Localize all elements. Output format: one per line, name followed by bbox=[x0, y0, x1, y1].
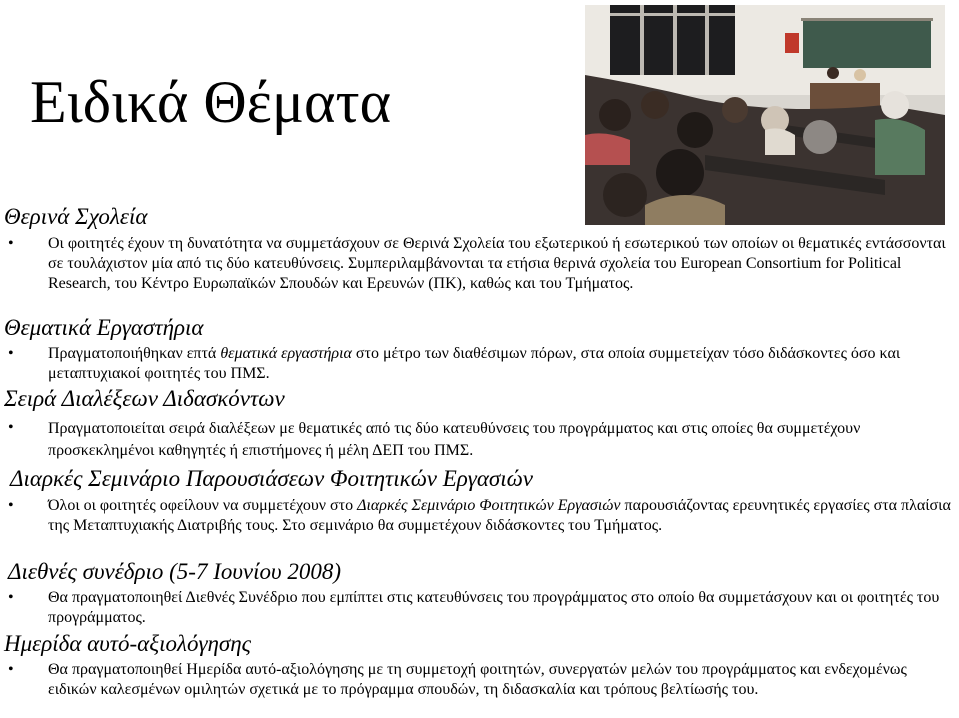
section-text-summer-schools: Οι φοιτητές έχουν τη δυνατότητα να συμμετάσχουν σε Θερινά Σχολεία του εξωτερικού ή εσωτερικού των οποίων οι θεματικές εντάσσονται σε τουλάχιστον μία από τις δύο κατευθύνσεις. Συμπεριλαμβάνονται τα ετήσια θερινά σχολεία του European Consortium for Political Research, του Κέντρο Ευρωπαϊκών Σπουδών και Ερευνών (ΠΚ), καθώς και του Τμήματος. bbox=[48, 235, 946, 292]
bullet: • bbox=[8, 419, 14, 436]
bullet: • bbox=[8, 497, 14, 514]
bullet: • bbox=[8, 345, 14, 362]
section-heading-self-evaluation: Ημερίδα αυτό-αξιολόγησης bbox=[4, 631, 252, 656]
section-heading-lectures: Σειρά Διαλέξεων Διδασκόντων bbox=[4, 386, 285, 411]
bullet: • bbox=[8, 661, 14, 678]
classroom-photo bbox=[585, 5, 945, 225]
section-text-lectures: Πραγματοποιείται σειρά διαλέξεων με θεματικές από τις δύο κατευθύνσεις του προγράμματος και στις οποίες θα συμμετέχουν προσκεκλημένοι καθηγητές ή επιστήμονες ή μέλη ΔΕΠ του ΠΜΣ. bbox=[48, 420, 861, 459]
section-text-self-evaluation: Θα πραγματοποιηθεί Ημερίδα αυτό-αξιολόγησης με τη συμμετοχή φοιτητών, συνεργατών μελών του προγράμματος και ενδεχομένως ειδικών καλεσμένων ομιλητών σχετικά με το πρόγραμμα σπουδών, τη διδασκαλία και τρόπους βελτίωσής του. bbox=[48, 661, 907, 698]
page-title: Ειδικά Θέματα bbox=[30, 69, 392, 135]
section-text-conference: Θα πραγματοποιηθεί Διεθνές Συνέδριο που εμπίπτει στις κατευθύνσεις του προγράμματος στο οποίο θα συμμετάσχουν και οι φοιτητές του προγράμματος. bbox=[48, 589, 940, 626]
section-heading-conference: Διεθνές συνέδριο (5-7 Ιουνίου 2008) bbox=[8, 559, 341, 584]
bullet: • bbox=[8, 235, 14, 252]
section-text-workshops: Πραγματοποιήθηκαν επτά θεματικά εργαστήρια στο μέτρο των διαθέσιμων πόρων, στα οποία συμμετείχαν τόσο διδάσκοντες όσο και μεταπτυχιακοί φοιτητές του ΠΜΣ. bbox=[48, 345, 901, 382]
section-text-seminar: Όλοι οι φοιτητές οφείλουν να συμμετέχουν στο Διαρκές Σεμινάριο Φοιτητικών Εργασιών παρουσιάζοντας ερευνητικές εργασίες στα πλαίσια της Μεταπτυχιακής Διατριβής τους. Στο σεμινάριο θα συμμετέχουν διδάσκοντες του Τμήματος. bbox=[48, 497, 951, 534]
section-heading-seminar: Διαρκές Σεμινάριο Παρουσιάσεων Φοιτητικών Εργασιών bbox=[10, 466, 533, 491]
section-heading-workshops: Θεματικά Εργαστήρια bbox=[4, 315, 204, 340]
section-heading-summer-schools: Θερινά Σχολεία bbox=[4, 204, 148, 229]
bullet: • bbox=[8, 589, 14, 606]
